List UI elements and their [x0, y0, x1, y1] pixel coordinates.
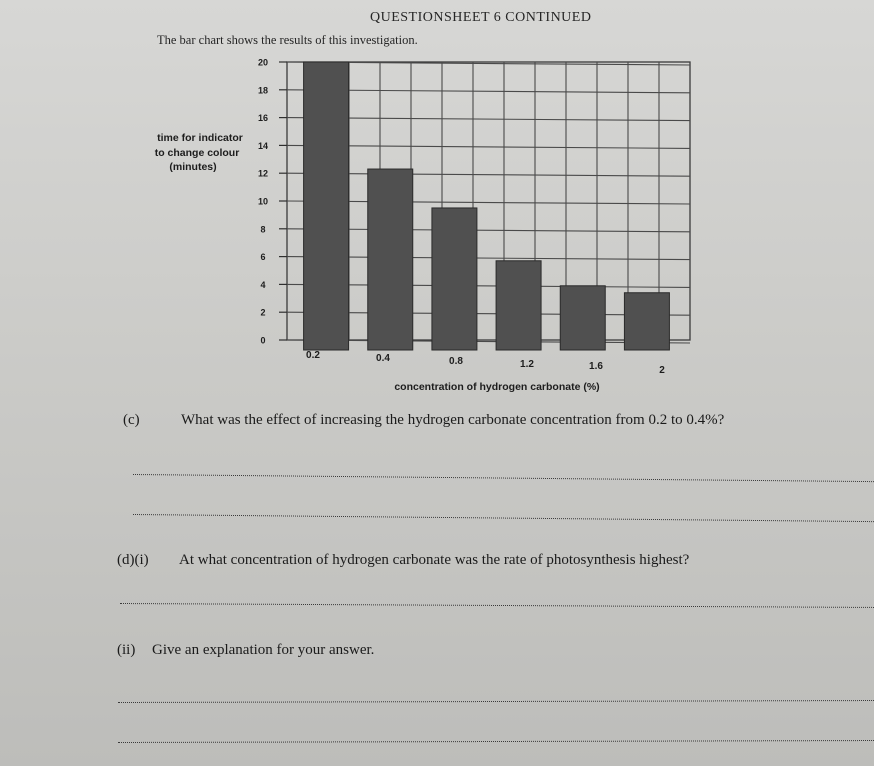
question-c — [123, 412, 724, 429]
bar — [624, 293, 669, 350]
answer-line-c-2[interactable] — [133, 514, 874, 522]
y-tick-label: 6 — [260, 252, 266, 263]
question-c-text: What was the effect of increasing the hydrogen carbonate concentration from 0.2 to 0.4%? — [181, 412, 725, 428]
y-tick-label: 0 — [260, 335, 266, 346]
intro-text: The bar chart shows the results of this investigation. — [157, 33, 418, 47]
answer-line-d-ii-1[interactable] — [118, 700, 874, 703]
bar — [304, 62, 349, 350]
y-tick-label: 2 — [260, 307, 266, 318]
x-axis — [306, 350, 665, 376]
answer-line-d-ii-2[interactable] — [118, 740, 874, 743]
y-tick-label: 12 — [257, 168, 269, 179]
bar — [496, 261, 541, 350]
y-tick-label: 8 — [260, 224, 266, 235]
y-axis-label-line: time for indicator — [157, 132, 243, 144]
y-tick-label: 20 — [257, 57, 269, 68]
y-tick-label: 14 — [257, 140, 269, 151]
question-d-ii — [117, 642, 374, 659]
question-d-ii-label: (ii) — [117, 642, 136, 658]
question-d-i-text: At what concentration of hydrogen carbonate was the rate of photosynthesis highest? — [179, 552, 690, 568]
question-d-ii-text: Give an explanation for your answer. — [152, 642, 375, 658]
x-tick-label: 0.2 — [306, 350, 320, 361]
y-tick-label: 18 — [257, 85, 269, 96]
y-axis-label-line: (minutes) — [169, 161, 217, 173]
x-tick-label: 2 — [659, 365, 665, 376]
x-tick-label: 0.4 — [376, 353, 390, 364]
y-axis-label-line: to change colour — [154, 147, 240, 159]
y-axis — [258, 58, 287, 346]
x-axis-label: concentration of hydrogen carbonate (%) — [394, 381, 600, 393]
x-tick-label: 0.8 — [449, 356, 463, 367]
bar — [432, 208, 477, 350]
answer-line-c-1[interactable] — [133, 474, 874, 482]
answer-line-d-i[interactable] — [120, 603, 874, 608]
bar — [368, 169, 413, 350]
x-tick-label: 1.6 — [589, 361, 603, 372]
question-d-i-label: (d)(i) — [117, 552, 149, 568]
y-axis-label — [155, 132, 243, 173]
x-tick-label: 1.2 — [520, 359, 534, 370]
page-header: QUESTIONSHEET 6 CONTINUED — [370, 10, 592, 25]
y-tick-label: 4 — [260, 279, 266, 290]
question-d-i — [117, 552, 689, 569]
chart-bars — [304, 62, 670, 350]
bar — [560, 286, 605, 350]
y-tick-label: 10 — [257, 196, 269, 207]
y-tick-label: 16 — [257, 113, 269, 124]
question-c-label: (c) — [123, 412, 140, 428]
